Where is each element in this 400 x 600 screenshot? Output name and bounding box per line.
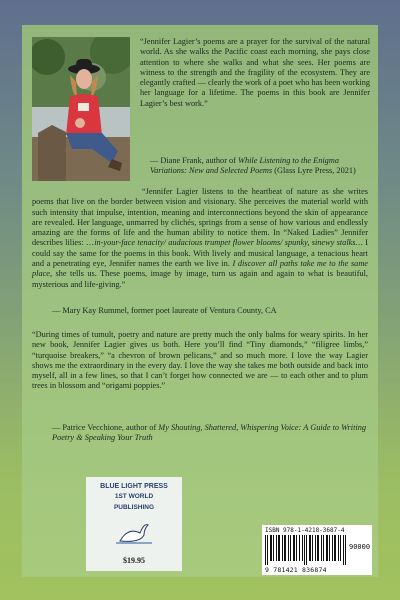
review-quote-2-italic-2: I discover all paths take me to the same place, [32, 259, 368, 279]
attribution-1-book-title: While Listening to the Enigma Variations: New and Selected Poems [150, 156, 339, 176]
barcode-price-code: 90000 [349, 543, 371, 551]
author-photo [32, 37, 130, 181]
publisher-name: BLUE LIGHT PRESS [100, 483, 168, 490]
attribution-1-prefix: — Diane Frank, author of [150, 156, 239, 165]
swan-logo-icon [114, 515, 154, 547]
isbn-barcode [262, 525, 372, 575]
barcode-icon [265, 535, 347, 565]
attribution-3-prefix: — Patrice Vecchione, author of [52, 423, 159, 432]
review-quote-2 [32, 187, 368, 290]
review-quote-3 [32, 330, 368, 392]
review-quote-2-part-2: I could say the same for the poems in this book. With lively and musical language, a tenacious heart and a penetrating eye, Jennifer names the earth we live in. [32, 238, 368, 269]
review-attribution-1 [150, 156, 370, 177]
review-attribution-3 [52, 423, 372, 444]
barcode-digits: 9 781421 836874 [265, 566, 327, 574]
review-quote-2-part-3: she tells us. These poems, image by image, turn us again and again to what is beautiful, mysterious and life-giving.” [32, 269, 368, 289]
review-attribution-2: — Mary Kay Rummel, former poet laureate of Ventura County, CA [52, 306, 277, 315]
review-quote-1-text: “Jennifer Lagier’s poems are a prayer for the survival of the natural world. As she walks the Pacific coast each morning, she pays close attention to where she walks and what she sees. Her poems are witness to the strength and the fragility of the ecosystem. They are elegantly crafted — clearly the work of a poet who has been working her language for a lifetime. The poems in this book are Jennifer Lagier’s best work.” [140, 37, 370, 108]
price-label: $19.95 [123, 556, 145, 565]
publisher-imprint-2: PUBLISHING [113, 504, 155, 511]
attribution-1-suffix: (Glass Lyre Press, 2021) [272, 166, 356, 176]
review-quote-1 [140, 37, 370, 109]
publisher-imprint: 1ST WORLD [114, 493, 154, 500]
review-quote-2-part-1: “Jennifer Lagier listens to the heartbeat of nature as she writes poems that live on the border between vision and visionary. She perceives the material world with such intensity that impulse, intention, meaning and interconnections beyond the skin of appearance are revealed. Her language, unmarred by clichés, springs from a sense of how various and endlessly amazing are the forms of life and the human ability to notice them. In “Naked Ladies” Jennifer describes lilies: … [32, 187, 368, 248]
publisher-logo [86, 477, 182, 571]
review-quote-3-text: “During times of tumult, poetry and nature are pretty much the only balms for weary spirits. In her new book, Jennifer Lagier gives us both. Here you’ll find “Tiny diamonds,” “filigree limbs,” “turquoise breakers,” “a chevron of brown pelicans,” and so much more. I love the way Lagier shows me the extraordinary in the every day. I love the way she takes me both outside and back into myself, all in a few lines, so that I can’t forget how connected we are — to each other and to plum trees in blossom and “origami poppies.” [32, 330, 368, 391]
text-panel [22, 25, 378, 577]
isbn-text: ISBN 978-1-4218-3687-4 [265, 527, 345, 534]
attribution-3-book-title: My Shouting, Shattered, Whispering Voice: A Guide to Writing Poetry & Speaking Your Truth [52, 423, 367, 443]
review-quote-2-italic-1: in-your-face tenacity/ audacious trumpet flower blooms/ spunky, sinewy stalks… [94, 238, 363, 248]
